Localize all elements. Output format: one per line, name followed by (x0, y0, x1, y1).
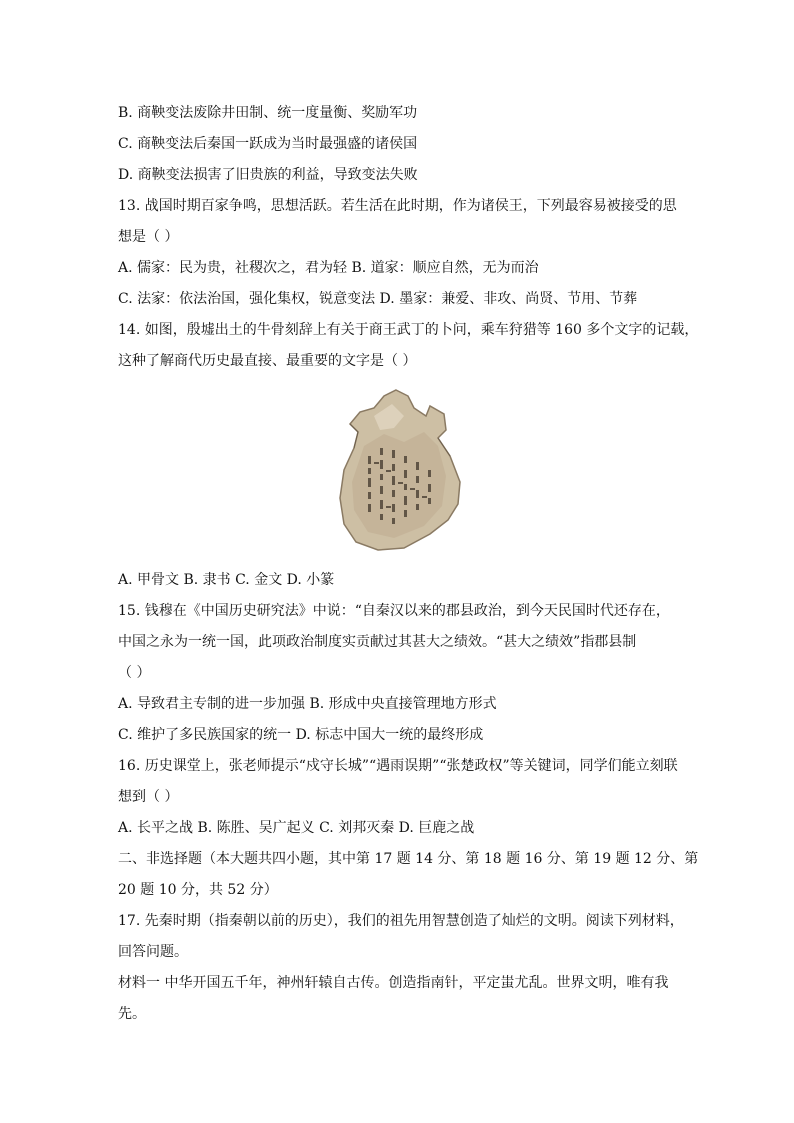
section2-heading-continued: 20 题 10 分，共 52 分） (118, 882, 278, 898)
q13-options-ab: A. 儒家：民为贵，社稷次之，君为轻 B. 道家：顺应自然，无为而治 (118, 260, 539, 276)
q12-option-c: C. 商鞅变法后秦国一跃成为当时最强盛的诸侯国 (118, 136, 418, 152)
q16-stem-continued: 想到（ ） (118, 789, 179, 805)
q15-options-ab: A. 导致君主专制的进一步加强 B. 形成中央直接管理地方形式 (118, 696, 497, 712)
q13-stem: 13. 战国时期百家争鸣，思想活跃。若生活在此时期，作为诸侯王，下列最容易被接受的思 (118, 198, 677, 214)
q16-stem: 16. 历史课堂上，张老师提示“戍守长城”“遇雨误期”“张楚政权”等关键词，同学们能立刻联 (118, 758, 678, 774)
section2-heading: 二、非选择题（本大题共四小题，其中第 17 题 14 分、第 18 题 16 分、第 19 题 12 分、第 (118, 851, 699, 867)
q15-stem-continued: 中国之永为一统一国，此项政治制度实贡献过其甚大之绩效。“甚大之绩效”指郡县制 (118, 634, 637, 650)
q14-stem: 14. 如图，殷墟出土的牛骨刻辞上有关于商王武丁的卜问，乘车狩猎等 160 多个文字的记载， (118, 322, 699, 338)
q13-options-cd: C. 法家：依法治国，强化集权，锐意变法 D. 墨家：兼爱、非攻、尚贤、节用、节葬 (118, 291, 638, 307)
oracle-bone-image (334, 386, 464, 554)
q15-stem: 15. 钱穆在《中国历史研究法》中说：“自秦汉以来的郡县政治，到今天民国时代还存在， (118, 603, 670, 619)
q17-material-1: 材料一 中华开国五千年，神州轩辕自古传。创造指南针，平定蚩尤乱。世界文明，唯有我 (118, 975, 669, 991)
q16-options: A. 长平之战 B. 陈胜、吴广起义 C. 刘邦灭秦 D. 巨鹿之战 (118, 820, 475, 836)
q14-stem-continued: 这种了解商代历史最直接、最重要的文字是（ ） (118, 353, 417, 369)
q17-stem: 17. 先秦时期（指秦朝以前的历史），我们的祖先用智慧创造了灿烂的文明。阅读下列材料， (118, 913, 684, 929)
q15-options-cd: C. 维护了多民族国家的统一 D. 标志中国大一统的最终形成 (118, 727, 484, 743)
q17-material-1-continued: 先。 (118, 1006, 146, 1022)
q17-stem-continued: 回答问题。 (118, 944, 188, 960)
q12-option-b: B. 商鞅变法废除井田制、统一度量衡、奖励军功 (118, 105, 418, 121)
q12-option-d: D. 商鞅变法损害了旧贵族的利益，导致变法失败 (118, 167, 418, 183)
q13-stem-continued: 想是（ ） (118, 229, 179, 245)
q14-options: A. 甲骨文 B. 隶书 C. 金文 D. 小篆 (118, 572, 335, 588)
q15-stem-blank: （ ） (118, 665, 151, 681)
